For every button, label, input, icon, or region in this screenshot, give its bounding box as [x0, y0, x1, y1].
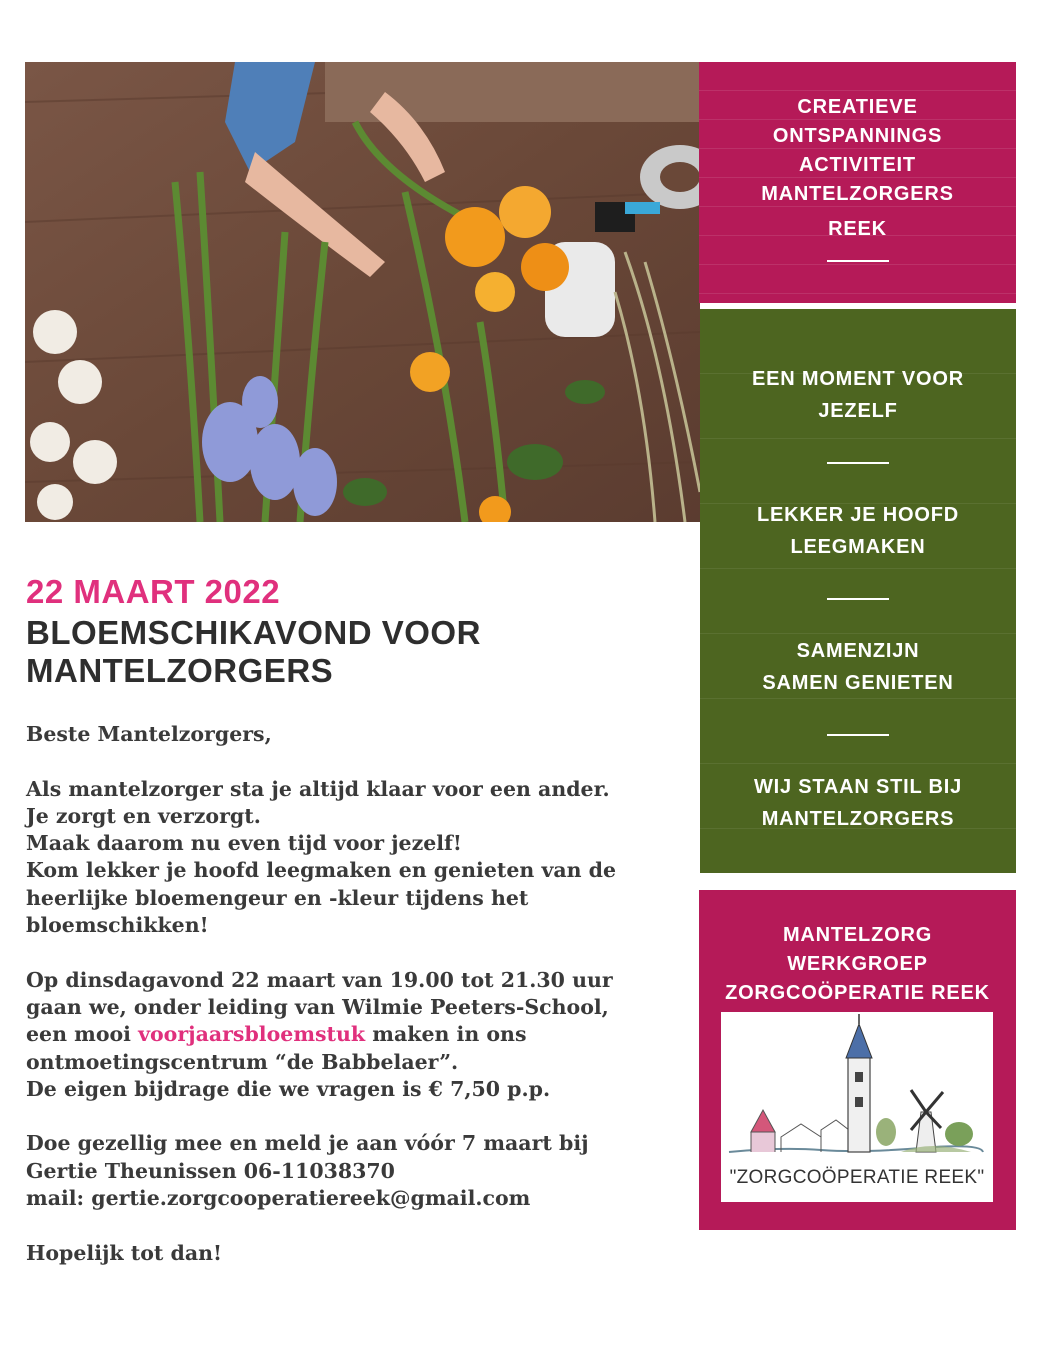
event-title — [26, 614, 686, 690]
benefit-item — [700, 499, 1016, 563]
flower-arrangement-image — [25, 62, 700, 522]
logo-text: "ZORGCOÖPERATIE REEK" — [729, 1167, 985, 1188]
hero-photo — [25, 62, 700, 522]
event-date: 22 MAART 2022 — [26, 573, 281, 610]
text-line: heerlijke bloemengeur en -kleur tijdens het — [26, 885, 529, 910]
benefit-line: LEEGMAKEN — [790, 536, 926, 558]
benefit-line: MANTELZORGERS — [761, 808, 955, 830]
organizer-line: MANTELZORG — [782, 924, 933, 946]
intro-paragraph — [26, 776, 686, 940]
greeting: Beste Mantelzorgers, — [26, 722, 272, 746]
benefit-line: SAMENZIJN — [796, 640, 920, 662]
event-title-line: MANTELZORGERS — [26, 652, 334, 689]
text-line: De eigen bijdrage die we vragen is € 7,50 p.p. — [26, 1076, 551, 1101]
zorgcooperatie-logo — [721, 1012, 993, 1202]
text-line: Maak daarom nu even tijd voor jezelf! — [26, 831, 462, 856]
benefits-panel — [700, 309, 1016, 873]
divider — [827, 734, 889, 736]
panel-line: REEK — [828, 218, 887, 240]
benefit-line: LEKKER JE HOOFD — [756, 504, 960, 526]
event-title-line: BLOEMSCHIKAVOND VOOR — [26, 614, 481, 651]
contact-email: mail: gertie.zorgcooperatiereek@gmail.com — [26, 1186, 531, 1211]
text-line: bloemschikken! — [26, 913, 209, 938]
text-line: Doe gezellig mee en meld je aan vóór 7 maart bij — [26, 1131, 589, 1156]
contact-phone: Gertie Theunissen 06-11038370 — [26, 1158, 395, 1183]
highlight-text: voorjaarsbloemstuk — [138, 1022, 366, 1047]
text-line: maken in ons — [365, 1022, 527, 1047]
organizer-line: ZORGCOÖPERATIE REEK — [725, 982, 990, 1004]
details-paragraph — [26, 967, 686, 1103]
text-line: Je zorgt en verzorgt. — [26, 803, 261, 828]
panel-line: ACTIVITEIT — [799, 154, 916, 176]
benefit-item — [700, 363, 1016, 427]
text-line: Als mantelzorger sta je altijd klaar voor een ander. — [26, 776, 610, 801]
panel-line: ONTSPANNINGS — [772, 125, 943, 147]
benefit-line: EEN MOMENT VOOR — [751, 368, 964, 390]
text-line: een mooi — [26, 1022, 139, 1047]
benefit-item — [700, 635, 1016, 699]
text-line: ontmoetingscentrum “de Babbelaer”. — [26, 1049, 459, 1074]
closing: Hopelijk tot dan! — [26, 1240, 223, 1265]
benefit-line: SAMEN GENIETEN — [762, 672, 954, 694]
text-line: Kom lekker je hoofd leegmaken en genieten van de — [26, 858, 617, 883]
panel-line: MANTELZORGERS — [761, 183, 954, 205]
organizer-line: WERKGROEP — [787, 953, 928, 975]
divider — [827, 462, 889, 464]
panel-line: CREATIEVE — [797, 96, 918, 118]
benefit-line: WIJ STAAN STIL BIJ — [753, 776, 963, 798]
divider — [827, 260, 889, 262]
letter-body — [26, 721, 686, 1294]
text-line: Op dinsdagavond 22 maart van 19.00 tot 21.30 uur — [26, 967, 613, 992]
benefit-item — [700, 771, 1016, 835]
text-line: gaan we, onder leiding van Wilmie Peeters-School, — [26, 994, 609, 1019]
divider — [827, 598, 889, 600]
signup-paragraph — [26, 1130, 686, 1212]
activity-panel — [699, 62, 1016, 303]
benefit-line: JEZELF — [818, 400, 898, 422]
